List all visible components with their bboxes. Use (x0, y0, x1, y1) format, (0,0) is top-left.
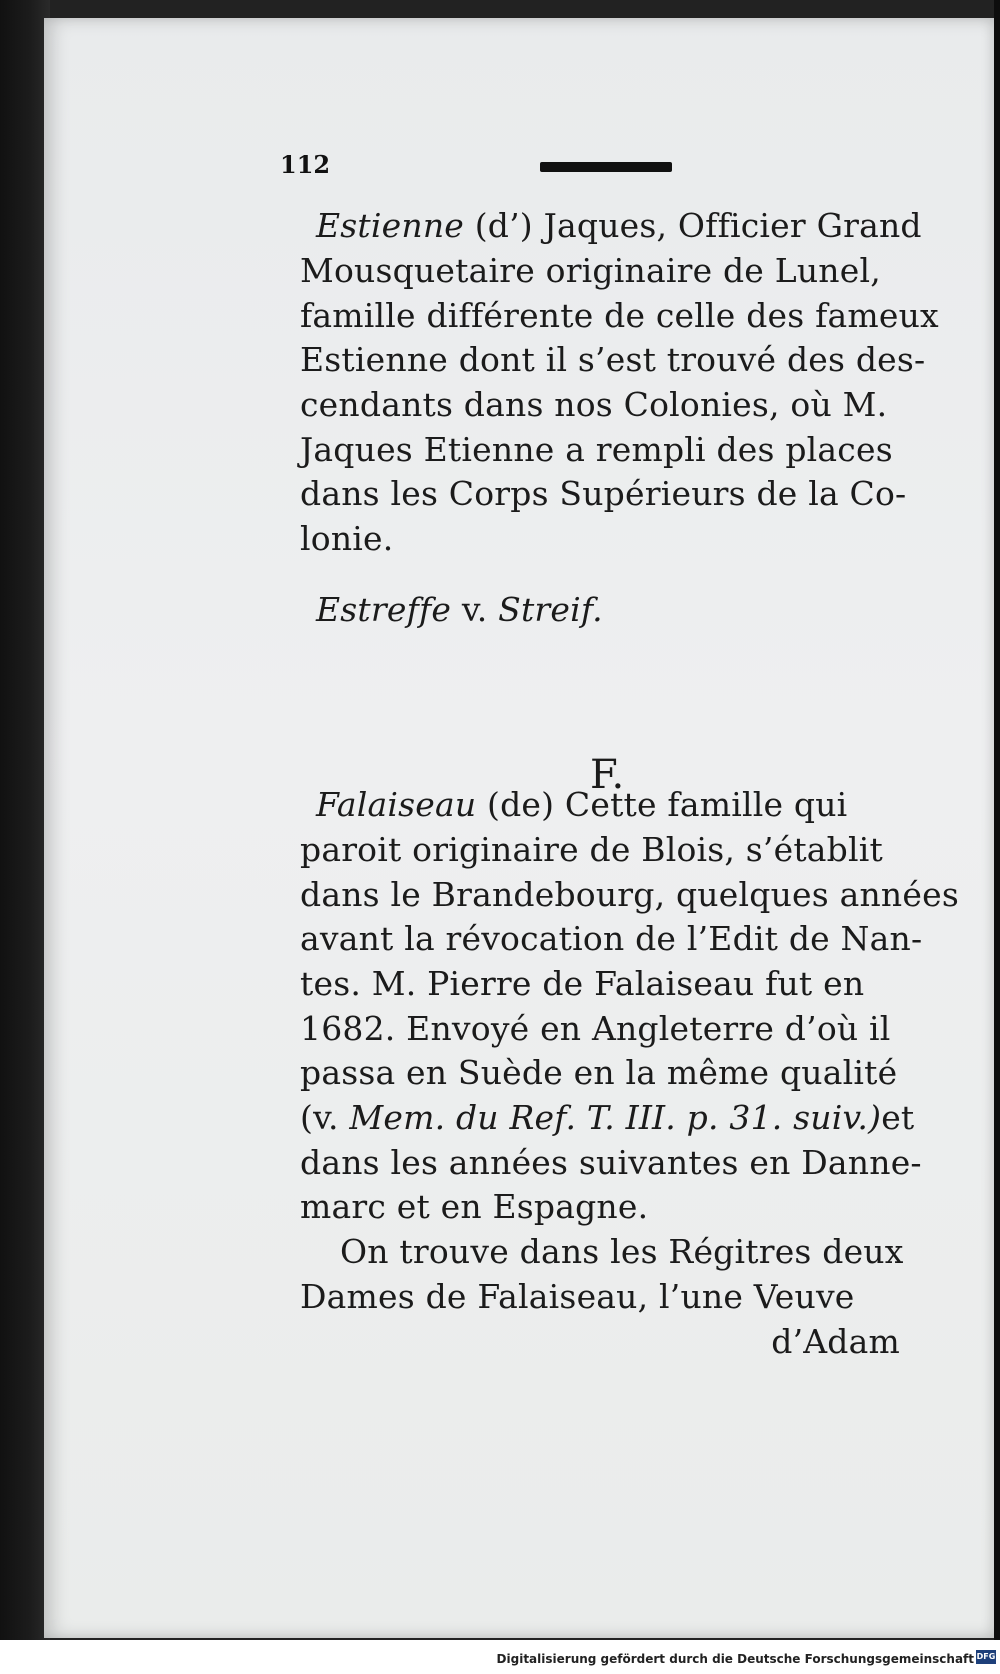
text-line (300, 1098, 915, 1137)
digitization-credit: Digitalisierung gefördert durch die Deutsche Forschungsgemeinschaft (496, 1652, 974, 1666)
book-spine (0, 0, 50, 1674)
text-line: lonie. (300, 519, 394, 558)
dfg-logo: DFG (976, 1650, 996, 1664)
text-line (316, 206, 922, 245)
text-line: dans le Brandebourg, quelques années (300, 875, 959, 914)
text-line: avant la révocation de l’Edit de Nan- (300, 919, 923, 958)
text-line: Jaques Etienne a rempli des places (300, 430, 893, 469)
text-line: famille différente de celle des fameux (300, 296, 939, 335)
text-line: Dames de Falaiseau, l’une Veuve (300, 1277, 855, 1316)
text-line: dans les Corps Supérieurs de la Co- (300, 474, 907, 513)
header-rule (540, 162, 672, 172)
text-line: dans les années suivantes en Danne- (300, 1143, 922, 1182)
section-heading: F. (590, 752, 625, 798)
text-line (316, 785, 900, 824)
text-run: et (881, 1098, 915, 1137)
entry-name: Estienne (316, 206, 465, 245)
entry-name: Estreffe (316, 590, 452, 629)
citation: Mem. du Ref. T. III. p. 31. suiv.) (349, 1098, 882, 1137)
catchword: d’Adam (771, 1322, 900, 1361)
text-line: paroit originaire de Blois, s’établit (300, 830, 883, 869)
text-line (316, 590, 916, 629)
page-number: 112 (280, 150, 331, 179)
text-run: (d’) Jaques, Officier Grand (474, 206, 922, 245)
text-run: v. (451, 590, 499, 629)
text-line: passa en Suède en la même qualité (300, 1053, 898, 1092)
text-line: 1682. Envoyé en Angleterre d’où il (300, 1009, 891, 1048)
text-line: cendants dans nos Colonies, où M. (300, 385, 888, 424)
text-run: (v. (300, 1098, 350, 1137)
cross-reference: Streif. (498, 590, 603, 629)
entry-name: Falaiseau (316, 785, 477, 824)
text-line: On trouve dans les Régitres deux (340, 1232, 904, 1271)
text-run: (de) Cette famille qui (487, 785, 848, 824)
text-line: marc et en Espagne. (300, 1187, 649, 1226)
page-edge (994, 0, 1000, 1674)
text-line: tes. M. Pierre de Falaiseau fut en (300, 964, 865, 1003)
text-line: Estienne dont il s’est trouvé des des- (300, 340, 926, 379)
text-line: Mousquetaire originaire de Lunel, (300, 251, 881, 290)
